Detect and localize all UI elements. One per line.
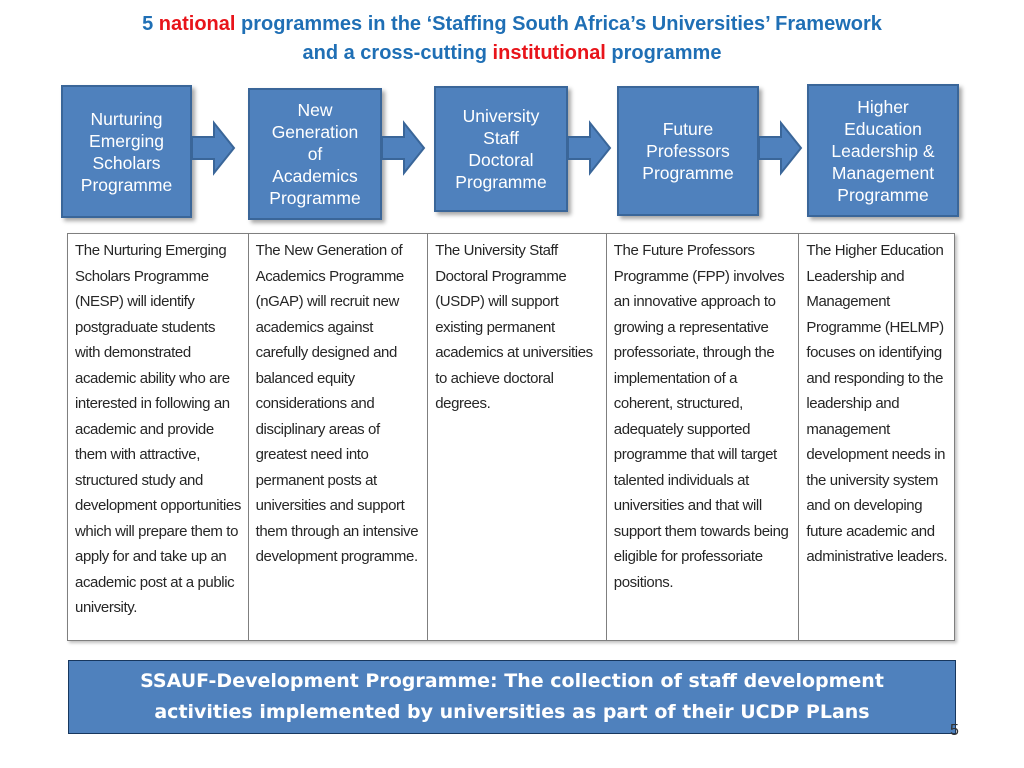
programme-box-nesp (61, 85, 192, 218)
title-highlight-national: national (158, 13, 236, 35)
slide-title (0, 10, 1024, 68)
right-arrow-icon (566, 120, 614, 176)
programme-box-helmp (807, 84, 959, 217)
programme-box-label: New Generation of Academics Programme (269, 100, 361, 208)
programme-box-ngap (248, 88, 382, 220)
programme-box-fpp (617, 86, 759, 216)
title-prefix: 5 (142, 13, 159, 35)
programme-box-label: University Staff Doctoral Programme (455, 106, 547, 192)
title-line-2-end: programme (605, 42, 722, 64)
description-cell-usdp: The University Staff Doctoral Programme (USDP) will support existing permanent academics at universities to achieve doctoral degrees. (428, 234, 607, 640)
description-cell-helmp: The Higher Education Leadership and Management Programme (HELMP) focuses on identifying and responding to the leadership and management development needs in the university system and on developing future academic and administrative leaders. (806, 242, 948, 565)
programme-box-label: Nurturing Emerging Scholars Programme (80, 108, 173, 195)
title-highlight-institutional: institutional (492, 42, 606, 64)
programme-descriptions-table (67, 233, 955, 641)
right-arrow-icon (380, 120, 428, 176)
description-cell-ngap: The New Generation of Academics Programme (nGAP) will recruit new academics against carefully designed and balanced equity considerations and disciplinary areas of greatest need into permanent posts at universities and support them through an intensive development programme. (249, 234, 429, 640)
programme-box-label: Higher Education Leadership & Management Programme (831, 96, 935, 205)
title-line-2 (0, 39, 1024, 68)
right-arrow-icon (190, 120, 238, 176)
description-cell-nesp: The Nurturing Emerging Scholars Programme (NESP) will identify postgraduate students with demonstrated academic ability who are interested in following an academic and provide them with attractive, structured study and development opportunities which will prepare them to apply for and take up an academic post at a public university. (68, 234, 249, 640)
title-line-1-rest: programmes in the ‘Staffing South Africa’s Universities’ Framework (235, 13, 882, 35)
title-line-1 (0, 10, 1024, 39)
programme-box-label: Future Professors Programme (642, 119, 734, 183)
programme-box-usdp (434, 86, 568, 212)
right-arrow-icon (757, 120, 805, 176)
page-number: 5 (950, 722, 959, 739)
ssauf-development-text: SSAUF-Development Programme: The collection of staff development activities implemented by universities as part of their UCDP PLans (140, 670, 884, 723)
ssauf-development-programme-box (68, 660, 956, 734)
description-cell-fpp: The Future Professors Programme (FPP) involves an innovative approach to growing a representative professoriate, through the implementation of a coherent, structured, adequately supported programme that will target talented individuals at universities and that will support them towards being eligible for professoriate positions. (607, 234, 800, 640)
title-line-2-start: and a cross-cutting (302, 42, 493, 64)
